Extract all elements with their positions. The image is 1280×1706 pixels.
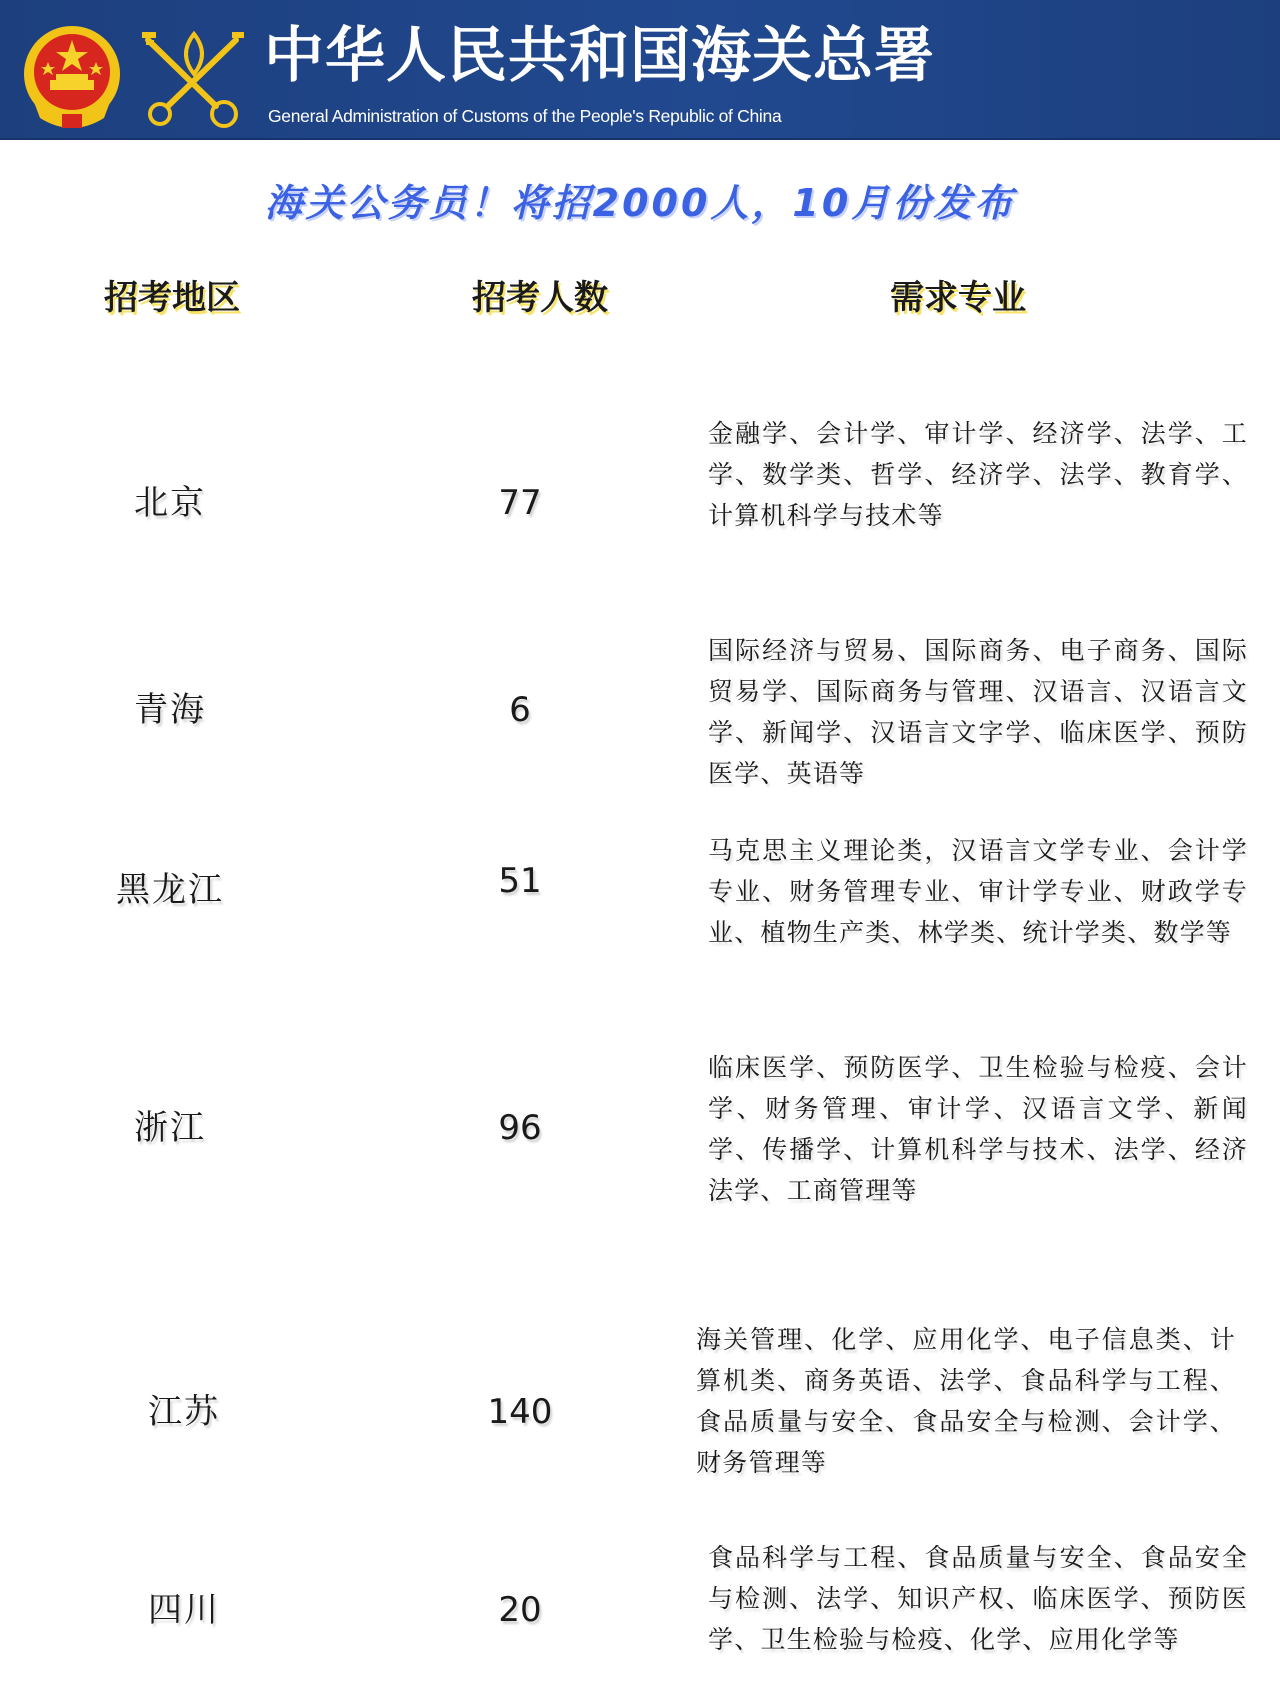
table-row-majors: 海关管理、化学、应用化学、电子信息类、计算机类、商务英语、法学、食品科学与工程、食品质量与安全、食品安全与检测、会计学、财务管理等	[696, 1325, 1236, 1477]
table-row-count: 96	[498, 1108, 542, 1148]
table-row-count: 6	[509, 690, 531, 730]
table-row-majors: 食品科学与工程、食品质量与安全、食品安全与检测、法学、知识产权、临床医学、预防医学、卫生检验与检疫、化学、应用化学等	[708, 1543, 1248, 1654]
table-row-region: 青海	[134, 690, 206, 730]
table-row-majors: 临床医学、预防医学、卫生检验与检疫、会计学、财务管理、审计学、汉语言文学、新闻学、传播学、计算机科学与技术、法学、经济法学、工商管理等	[708, 1053, 1248, 1205]
table-row-count: 140	[487, 1392, 553, 1432]
table-row-region: 北京	[134, 483, 206, 523]
org-name-zh: 中华人民共和国海关总署	[264, 21, 935, 91]
column-header-majors: 需求专业	[890, 278, 1026, 318]
table-row-region: 黑龙江	[116, 870, 224, 910]
table-row-count: 77	[498, 483, 542, 523]
org-name-en: General Administration of Customs of the People's Republic of China	[268, 106, 782, 126]
table-row-majors: 马克思主义理论类，汉语言文学专业、会计学专业、财务管理专业、审计学专业、财政学专业、植物生产类、林学类、统计学类、数学等	[708, 836, 1248, 947]
table-row-region: 四川	[148, 1590, 220, 1630]
table-row-region: 浙江	[134, 1108, 206, 1148]
table-row-region: 江苏	[148, 1392, 220, 1432]
header-banner	[0, 0, 1280, 140]
customs-emblem-icon	[138, 26, 250, 130]
headline: 海关公务员！将招2000人，10月份发布	[264, 181, 1016, 225]
table-row-count: 51	[498, 861, 542, 901]
table-row-count: 20	[498, 1590, 542, 1630]
column-header-region: 招考地区	[104, 278, 240, 318]
table-row-majors: 国际经济与贸易、国际商务、电子商务、国际贸易学、国际商务与管理、汉语言、汉语言文学、新闻学、汉语言文字学、临床医学、预防医学、英语等	[708, 636, 1248, 788]
column-header-count: 招考人数	[472, 278, 608, 318]
table-row-majors: 金融学、会计学、审计学、经济学、法学、工学、数学类、哲学、经济学、法学、教育学、计算机科学与技术等	[708, 419, 1248, 530]
national-emblem-icon	[20, 22, 124, 130]
